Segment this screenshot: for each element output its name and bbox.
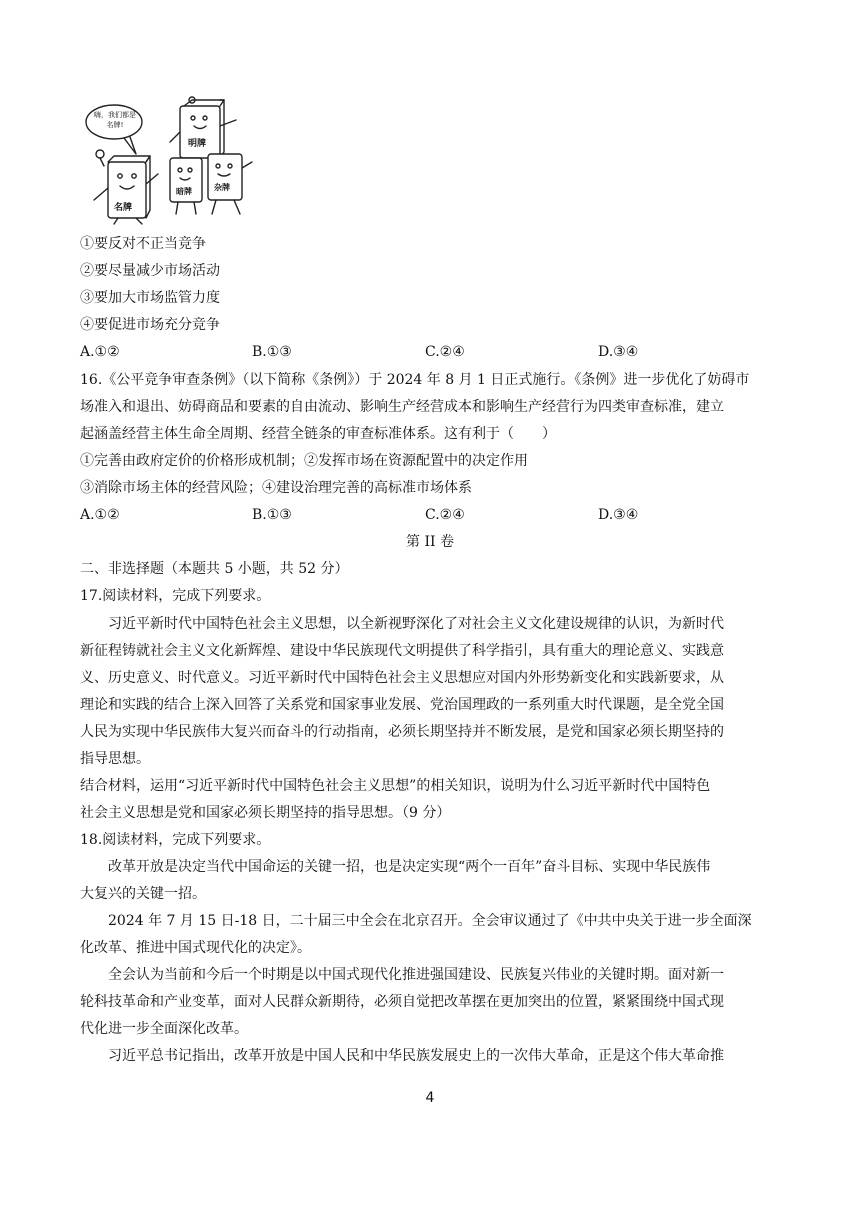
- q17-material-line-1: 习近平新时代中国特色社会主义思想，以全新视野深化了对社会主义文化建设规律的认识，为新时代: [108, 616, 724, 632]
- part-title: 第 II 卷: [406, 534, 454, 550]
- q16-choice-c: C.②④: [425, 507, 465, 523]
- sign-label-middle-right: 杂牌: [214, 183, 230, 192]
- cartoon-illustration: [84, 96, 256, 226]
- q18-material-line-6: 轮科技革命和产业变革，面对人民群众新期待，必须自觉把改革摆在更加突出的位置，紧紧围绕中国式现: [80, 994, 724, 1010]
- q15-option-2: ②要尽量减少市场活动: [80, 263, 220, 279]
- q16-option-line-2: ③消除市场主体的经营风险；④建设治理完善的高标准市场体系: [80, 480, 472, 496]
- q18-material-line-2: 大复兴的关键一招。: [80, 886, 206, 902]
- q18-material-line-1: 改革开放是决定当代中国命运的关键一招，也是决定实现“两个一百年”奋斗目标、实现中华民族伟: [108, 859, 711, 875]
- q18-material-line-5: 全会认为当前和今后一个时期是以中国式现代化推进强国建设、民族复兴伟业的关键时期。面对新一: [108, 967, 724, 983]
- q16-choice-a: A.①②: [80, 507, 120, 523]
- q18-material-line-4: 化改革、推进中国式现代化的决定》。: [80, 940, 311, 956]
- q18-heading: 18.阅读材料，完成下列要求。: [80, 832, 271, 848]
- q15-choice-d: D.③④: [598, 344, 639, 360]
- q15-choice-c: C.②④: [425, 344, 465, 360]
- q17-material-line-3: 义、历史意义、时代意义。习近平新时代中国特色社会主义思想应对国内外形势新变化和实践新要求，从: [80, 670, 724, 686]
- q15-option-3: ③要加大市场监管力度: [80, 290, 220, 306]
- q17-material-line-5: 人民为实现中华民族伟大复兴而奋斗的行动指南，必须长期坚持并不断发展，是党和国家必须长期坚持的: [80, 724, 724, 740]
- q17-material-line-2: 新征程铸就社会主义文化新辉煌、建设中华民族现代文明提供了科学指引，具有重大的理论意义、实践意: [80, 643, 724, 659]
- q17-question-line-1: 结合材料，运用“习近平新时代中国特色社会主义思想”的相关知识，说明为什么习近平新时代中国特色: [80, 778, 711, 794]
- q16-option-line-1: ①完善由政府定价的价格形成机制；②发挥市场在资源配置中的决定作用: [80, 453, 528, 469]
- q16-stem-line-2: 场准入和退出、妨碍商品和要素的自由流动、影响生产经营成本和影响生产经营行为四类审查标准，建立: [80, 399, 724, 415]
- speech-bubble-text: 嗨，我们都是名牌!: [94, 111, 136, 129]
- q17-material-line-6: 指导思想。: [80, 751, 150, 767]
- q15-option-4: ④要促进市场充分竞争: [80, 317, 220, 333]
- q18-material-line-8: 习近平总书记指出，改革开放是中国人民和中华民族发展史上的一次伟大革命，正是这个伟大革命推: [108, 1048, 724, 1064]
- q16-choice-b: B.①③: [252, 507, 292, 523]
- q17-heading: 17.阅读材料，完成下列要求。: [80, 588, 271, 604]
- page-number: 4: [425, 1090, 435, 1106]
- q16-choice-d: D.③④: [598, 507, 639, 523]
- q15-choice-a: A.①②: [80, 344, 120, 360]
- sign-label-left: 名牌: [114, 203, 133, 213]
- q17-material-line-4: 理论和实践的结合上深入回答了关系党和国家事业发展、党治国理政的一系列重大时代课题，是全党全国: [80, 697, 724, 713]
- sign-label-top: 明牌: [188, 139, 207, 149]
- section-heading: 二、非选择题（本题共 5 小题，共 52 分）: [80, 561, 349, 577]
- q18-material-line-3: 2024 年 7 月 15 日-18 日，二十届三中全会在北京召开。全会审议通过了《中共中央关于进一步全面深: [108, 913, 752, 929]
- q15-option-1: ①要反对不正当竞争: [80, 236, 206, 252]
- q18-material-line-7: 代化进一步全面深化改革。: [80, 1021, 248, 1037]
- q16-stem-line-1: 16.《公平竞争审查条例》（以下简称《条例》）于 2024 年 8 月 1 日正式施行。《条例》进一步优化了妨碍市: [80, 372, 750, 388]
- q16-stem-line-3: 起涵盖经营主体生命全周期、经营全链条的审查标准体系。这有利于（ ）: [80, 426, 556, 442]
- q15-choice-b: B.①③: [252, 344, 292, 360]
- q17-question-line-2: 社会主义思想是党和国家必须长期坚持的指导思想。（9 分）: [80, 805, 451, 821]
- sign-label-middle-left: 暗牌: [176, 187, 192, 196]
